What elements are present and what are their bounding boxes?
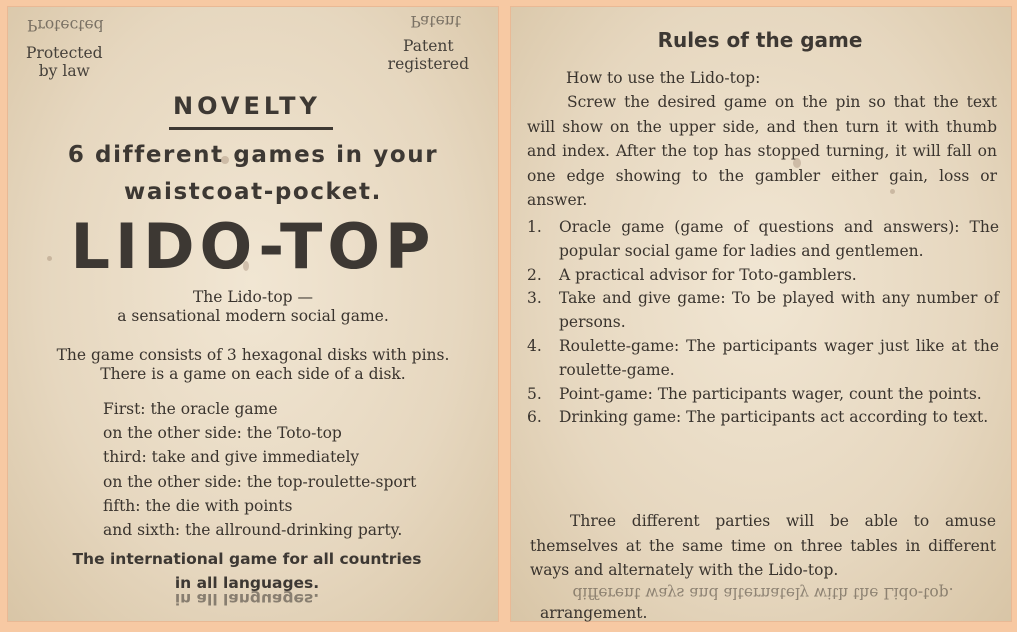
novelty-underline [169,127,333,130]
outro-paragraph: Three different parties will be able to amuse themselves at the same time on three tables in different ways and alternately with the Lido-top. [530,512,996,579]
protected-line-2: by law [38,62,90,80]
subtitle-line-1: The Lido-top — [192,288,314,306]
novelty-heading: NOVELTY [173,92,321,120]
arrangement-text: arrangement. [540,604,648,622]
protected-line-1: Protected [26,44,103,62]
patent-mirror-text: Patent [410,12,461,30]
rule-item [527,287,999,335]
howto-heading: How to use the Lido-top: [566,69,761,87]
footer-line-1: The international game for all countries [72,550,422,568]
list-item: third: take and give immediately [103,448,360,467]
rule-item [527,216,999,264]
advertisement-sheet [7,6,499,622]
rule-text: A practical advisor for Toto-gamblers. [559,265,857,284]
rule-text: Point-game: The participants wager, count the points. [559,384,982,403]
stain-mark [47,256,52,261]
description-line-2: There is a game on each side of a disk. [100,365,406,383]
mirror-text: different ways and alternately with the Lido-top. [572,584,954,602]
footer-line-2: in all languages. [174,574,320,592]
rule-number: 6. [527,408,542,427]
rule-number: 4. [527,336,542,355]
rule-number: 5. [527,384,542,403]
list-item: on the other side: the top-roulette-sport [103,472,417,491]
rule-text: Roulette-game: The participants wager just like at the roulette-game. [559,336,999,379]
protected-mirror-text: Protected [27,16,104,34]
rules-title: Rules of the game [657,28,863,52]
rule-item [527,335,999,383]
list-item: on the other side: the Toto-top [103,424,342,443]
rule-item [527,406,999,430]
rule-number: 3. [527,289,542,308]
patent-line-1: Patent [403,37,454,55]
footer-mirror-text: in all languages. [174,590,320,608]
subtitle-line-2: a sensational modern social game. [117,307,389,325]
rule-item [527,264,999,288]
rule-number: 2. [527,265,542,284]
stain-mark [793,158,801,168]
rule-text: Drinking game: The participants act according to text. [559,408,989,427]
rule-item [527,383,999,407]
stain-mark [768,246,774,254]
headline-line-2: waistcoat-pocket. [124,179,382,205]
rules-list [527,216,999,430]
games-list [103,397,416,542]
rules-sheet [510,6,1012,622]
rule-number: 1. [527,218,542,236]
product-title: LIDO-TOP [70,210,436,283]
stain-mark [221,156,229,164]
list-item: fifth: the die with points [103,496,293,515]
intro-paragraph: Screw the desired game on the pin so that the text will show on the upper side, and then turn it with thumb and index. After the top has stopped turning, it will fall on one edge showing to the gambler either gain, loss or answer. [527,93,997,209]
patent-notice [388,37,469,73]
headline-line-1: 6 different games in your [67,142,439,168]
rule-text: Take and give game: To be played with any number of persons. [559,289,999,332]
protected-notice [26,44,103,80]
description-line-1: The game consists of 3 hexagonal disks with pins. [56,346,450,364]
list-item: First: the oracle game [103,400,278,418]
stain-mark [890,189,895,194]
stain-mark [243,261,249,271]
patent-line-2: registered [387,55,469,73]
rule-text: Oracle game (game of questions and answers): The popular social game for ladies and gentlemen. [559,218,999,260]
list-item: and sixth: the allround-drinking party. [103,521,403,540]
